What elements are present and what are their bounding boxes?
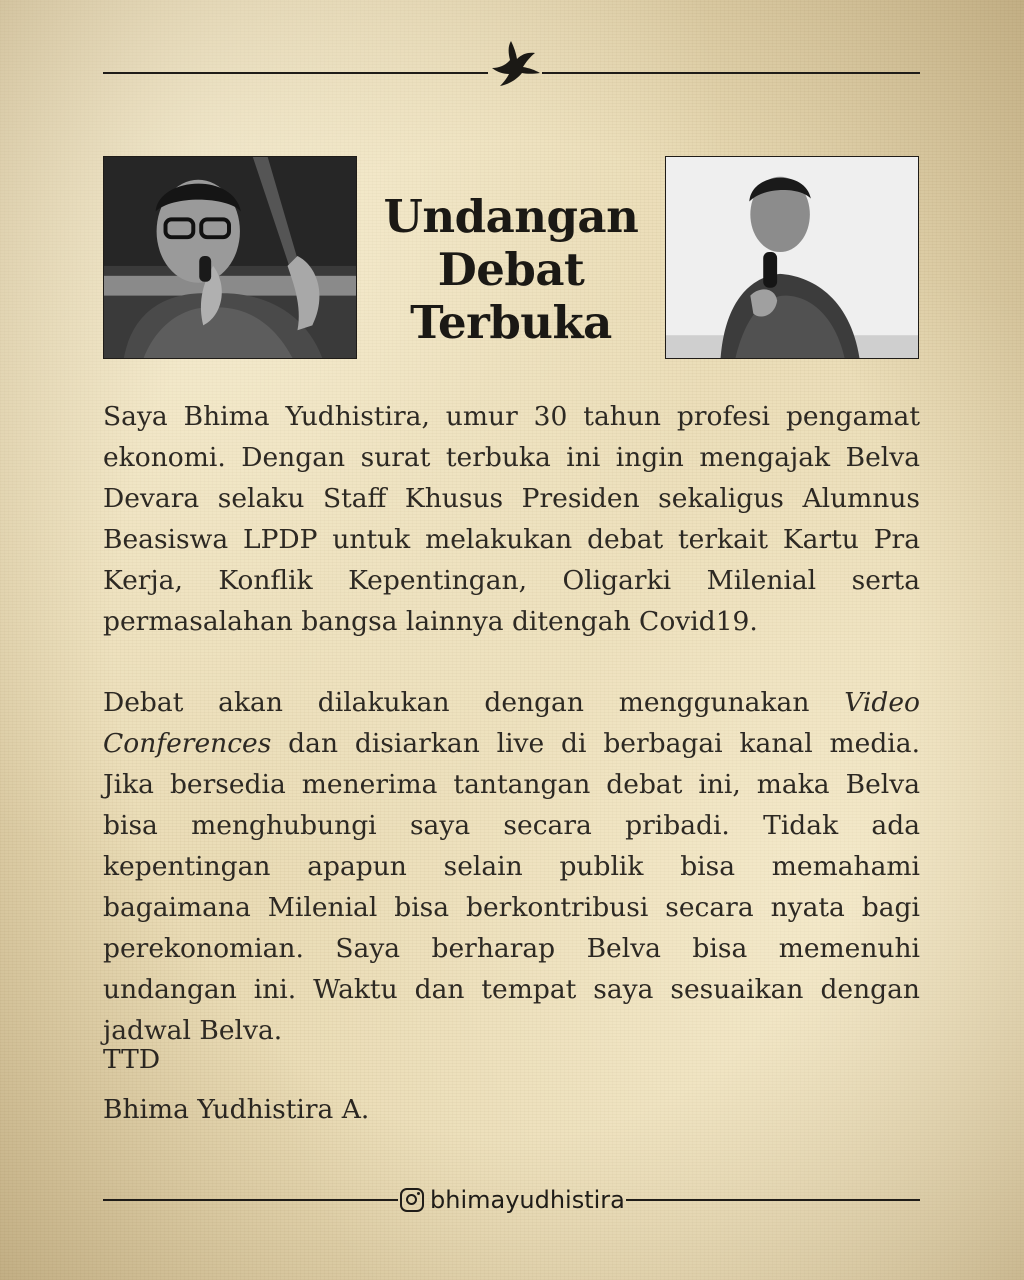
- paragraph-2-start: Debat akan dilakukan dengan menggunakan: [103, 687, 845, 718]
- portrait-photo-right: [665, 156, 919, 359]
- paragraph-2-end: dan disiarkan live di berbagai kanal media. Jika bersedia menerima tantangan debat ini, maka Belva bisa menghubungi saya secara pribadi. Tidak ada kepentingan apapun selain publik bisa memahami bagaimana Milenial bisa berkontribusi secara nyata bagi perekonomian. Saya berharap Belva bisa memenuhi undangan ini. Waktu dan tempat saya sesuaikan dengan jadwal Belva.: [103, 728, 920, 1046]
- signer-name: Bhima Yudhistira A.: [103, 1094, 370, 1125]
- body-paragraph-1: Saya Bhima Yudhistira, umur 30 tahun profesi pengamat ekonomi. Dengan surat terbuka ini ingin mengajak Belva Devara selaku Staff Khusus Presiden sekaligus Alumnus Beasiswa LPDP untuk melakukan debat terkait Kartu Pra Kerja, Konflik Kepentingan, Oligarki Milenial serta permasalahan bangsa lainnya ditengah Covid19.: [103, 401, 920, 637]
- instagram-handle[interactable]: [400, 1182, 625, 1218]
- instagram-icon: [400, 1188, 424, 1212]
- signature-label: TTD: [103, 1044, 161, 1075]
- title-line-1: Undangan: [383, 190, 639, 243]
- page-title: [375, 190, 647, 349]
- top-divider-right: [542, 72, 920, 74]
- portrait-photo-left: [103, 156, 357, 359]
- bottom-divider-left: [103, 1199, 398, 1201]
- dove-icon: [486, 38, 542, 94]
- instagram-handle-text: bhimayudhistira: [430, 1186, 625, 1214]
- paragraph-2-italic: Video Conferences: [103, 687, 920, 759]
- body-paragraph-2: [103, 682, 920, 1051]
- title-line-3: Terbuka: [410, 296, 612, 349]
- title-line-2: Debat: [437, 243, 585, 296]
- top-divider-left: [103, 72, 488, 74]
- bottom-divider-right: [626, 1199, 920, 1201]
